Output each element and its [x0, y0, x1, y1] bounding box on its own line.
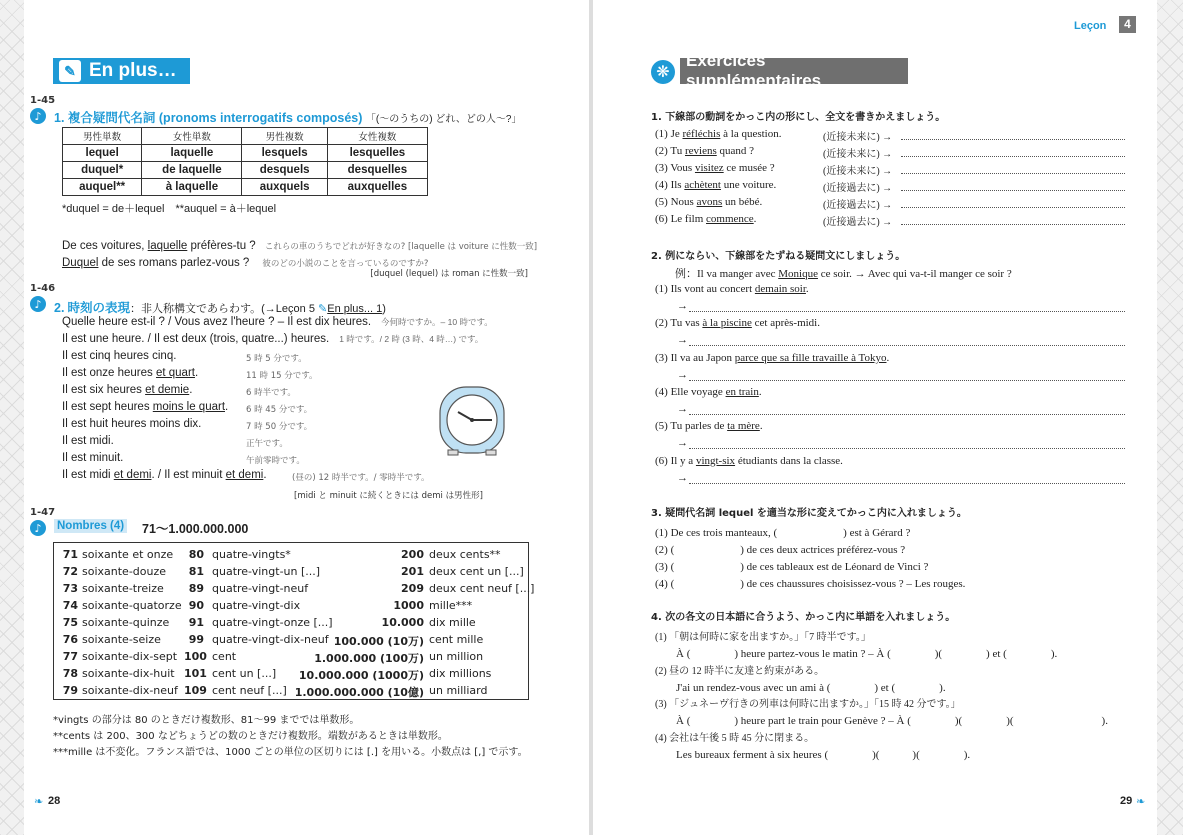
- item-text: étudiants dans la classe.: [735, 454, 843, 467]
- time-example: [62, 435, 114, 447]
- item-underlined: reviens: [684, 145, 717, 157]
- item-number: (5): [655, 420, 671, 433]
- exercise-item: (2) ( ) de ces deux actrices préférez-vous ?: [655, 544, 906, 556]
- answer-line: [689, 371, 1125, 381]
- item-text: Nous: [670, 196, 697, 208]
- table-row: [63, 162, 428, 179]
- time-example: [62, 333, 483, 345]
- item-underlined: commence: [706, 213, 754, 225]
- table-cell: auxquels: [242, 179, 327, 196]
- time-french: Il est onze heures: [62, 367, 156, 379]
- item-number: (3): [655, 351, 671, 364]
- time-french: Quelle heure est-il ? / Vous avez l'heure ? – Il est dix heures.: [62, 316, 372, 328]
- time-japanese: 6 時半です。: [246, 388, 296, 398]
- table-cell: 女性単数: [142, 128, 242, 145]
- numbers-note: **cents は 200、300 などちょうどの数のときだけ複数形。端数があるときは単数形。: [53, 731, 448, 742]
- item-text: .: [805, 283, 809, 295]
- item-text: Tu: [670, 145, 685, 157]
- number-word: soixante-dix-huit: [82, 667, 175, 680]
- item-underlined: réfléchis: [682, 128, 721, 140]
- table-cell: 女性複数: [327, 128, 427, 145]
- example-underlined: Monique: [778, 268, 818, 280]
- item-number: (4): [655, 385, 671, 398]
- audio-track-label: 1-46: [30, 283, 56, 294]
- table-cell: laquelle: [142, 145, 242, 162]
- section-heading: 時刻の表現: [67, 301, 131, 315]
- item-text: Vous: [670, 162, 695, 174]
- table-cell: auquel**: [63, 179, 142, 196]
- item-number: (4): [655, 179, 671, 191]
- number-value: 81: [188, 565, 204, 578]
- interrogative-pronoun-table: [62, 127, 428, 196]
- number-value: 80: [188, 548, 204, 561]
- answer-arrow: →: [677, 471, 688, 484]
- time-underlined: et demi: [113, 469, 152, 481]
- time-underlined: et quart: [155, 367, 195, 379]
- number-word: soixante-dix-sept: [82, 650, 178, 663]
- number-word: soixante-seize: [82, 633, 161, 646]
- number-word: cent mille: [429, 633, 484, 646]
- number-value: 90: [188, 599, 204, 612]
- number-word: quatre-vingt-neuf: [212, 582, 309, 595]
- time-example: [62, 367, 198, 379]
- time-french: .: [194, 367, 199, 379]
- exercise-instruction: 3. 疑問代名詞 lequel を適当な形に変えてかっこ内に入れましょう。: [651, 508, 967, 519]
- number-value: 10.000: [381, 616, 424, 629]
- time-japanese: 7 時 50 分です。: [246, 422, 313, 432]
- answer-line: [689, 405, 1125, 415]
- number-value: 78: [62, 667, 78, 680]
- tense-instruction: (近接未来に) →: [823, 149, 893, 160]
- exercise-japanese: (2) 昼の 12 時半に友達と約束がある。: [655, 665, 825, 677]
- time-example: [62, 469, 267, 481]
- time-french: Il est cinq heures cinq.: [62, 350, 177, 362]
- exercise-french: À ( ) heure part le train pour Genève ? – À ( )( )( ).: [676, 715, 1108, 727]
- number-word: mille***: [429, 599, 473, 612]
- table-cell: 男性単数: [63, 128, 142, 145]
- number-word: quatre-vingt-dix: [212, 599, 301, 612]
- answer-line: [901, 198, 1125, 208]
- exercise-item: [655, 196, 762, 208]
- item-underlined: demain soir: [754, 283, 806, 295]
- tense-instruction: (近接過去に) →: [823, 217, 893, 228]
- item-number: (6): [655, 454, 671, 467]
- item-underlined: en train: [725, 385, 759, 398]
- lesson-number-badge: 4: [1119, 16, 1136, 33]
- tense-instruction: (近接過去に) →: [823, 200, 893, 211]
- table-cell: auxquelles: [327, 179, 427, 196]
- time-example: [62, 401, 228, 413]
- table-cell: de laquelle: [142, 162, 242, 179]
- time-japanese: 今何時ですか。– 10 時です。: [381, 317, 493, 327]
- number-word: quatre-vingt-un [...]: [212, 565, 321, 578]
- time-french: .: [225, 401, 229, 413]
- number-value: 71: [62, 548, 78, 561]
- section-number: 1.: [54, 111, 65, 125]
- exercise-french: Les bureaux ferment à six heures ( )( )( ).: [676, 748, 971, 761]
- number-value: 74: [62, 599, 78, 612]
- number-value: 109: [184, 684, 207, 697]
- item-text: .: [886, 351, 890, 364]
- time-example: [62, 418, 201, 430]
- item-text: Elle voyage: [670, 385, 726, 398]
- audio-cd-icon[interactable]: ♪: [30, 520, 46, 536]
- number-word: soixante-quinze: [82, 616, 170, 629]
- number-value: 100.000 (10万): [333, 635, 424, 648]
- table-cell: 男性複数: [242, 128, 327, 145]
- table-cell: desquels: [242, 162, 327, 179]
- time-japanese: 5 時 5 分です。: [246, 354, 307, 364]
- table-header-row: [63, 128, 428, 145]
- time-japanese: 正午です。: [246, 439, 288, 449]
- number-value: 1.000.000 (100万): [314, 652, 424, 665]
- number-value: 99: [188, 633, 204, 646]
- audio-cd-icon[interactable]: ♪: [30, 108, 46, 124]
- time-underlined: moins le quart: [152, 401, 226, 413]
- time-example: [62, 316, 493, 328]
- item-number: (1): [655, 283, 671, 295]
- example-line: [675, 265, 1012, 281]
- time-french: Il est six heures: [62, 384, 146, 396]
- section-title: En plus…: [89, 60, 177, 81]
- time-french: Il est midi.: [62, 435, 114, 447]
- example-text: 例：Il va manger avec: [675, 268, 779, 280]
- item-underlined: parce que sa fille travaille à Tokyo: [734, 351, 887, 364]
- time-example: [62, 350, 176, 362]
- number-word: cent: [212, 650, 237, 663]
- number-word: soixante-treize: [82, 582, 164, 595]
- exercise-item: [655, 386, 762, 398]
- number-value: 1.000.000.000 (10億): [294, 686, 424, 699]
- time-japanese: (昼の) 12 時半です。/ 零時半です。: [292, 473, 430, 483]
- number-value: 79: [62, 684, 78, 697]
- answer-line: [901, 164, 1125, 174]
- number-value: 76: [62, 633, 78, 646]
- lesson-label: Leçon: [1074, 20, 1107, 32]
- item-text: Ils: [670, 179, 685, 191]
- time-french: Il est une heure. / Il est deux (trois, quatre...) heures.: [62, 333, 330, 345]
- audio-track-label: 1-47: [30, 507, 56, 518]
- time-japanese: 1 時です。/ 2 時 (3 時、4 時…) です。: [339, 334, 484, 344]
- page-number: 29: [1120, 795, 1133, 807]
- time-french: Il est sept heures: [62, 401, 153, 413]
- left-margin-pattern: [0, 0, 24, 835]
- exercise-japanese: (4) 会社は午後 5 時 45 分に閉まる。: [655, 732, 815, 744]
- time-french: Il est huit heures moins dix.: [62, 418, 202, 430]
- number-word: soixante et onze: [82, 548, 174, 561]
- exercise-item: (3) ( ) de ces tableaux est de Léonard de Vinci ?: [655, 561, 929, 573]
- table-row: [63, 145, 428, 162]
- time-french: Il est minuit.: [62, 452, 124, 464]
- table-cell: desquelles: [327, 162, 427, 179]
- tense-instruction: (近接過去に) →: [823, 183, 893, 194]
- time-french: . / Il est minuit: [151, 469, 226, 481]
- number-value: 101: [184, 667, 207, 680]
- time-french: .: [263, 469, 267, 481]
- exercise-item: [655, 317, 820, 329]
- item-text: à la question.: [720, 128, 782, 140]
- time-japanese: 6 時 45 分です。: [246, 405, 313, 415]
- item-underlined: visitez: [694, 162, 724, 174]
- exercise-french: J'ai un rendez-vous avec un ami à ( ) et ( ).: [676, 681, 946, 694]
- item-underlined: ta mère: [727, 420, 760, 433]
- section-desc: ：非人称構文であらわす。(→Leçon 5: [130, 303, 315, 315]
- answer-arrow: →: [677, 334, 688, 347]
- number-word: quatre-vingt-dix-neuf: [212, 633, 329, 646]
- clock-illustration: [436, 382, 508, 458]
- exercise-japanese: (1) 「朝は何時に家を出ますか。」「7 時半です。」: [655, 632, 871, 643]
- number-word: un million: [429, 650, 484, 663]
- exercise-item: [655, 128, 781, 140]
- numbers-note: ***mille は不変化。フランス語では、1000 ごとの単位の区切りには [.] を用いる。小数点は [,] で示す。: [53, 747, 528, 758]
- number-value: 209: [401, 582, 424, 595]
- audio-track-label: 1-45: [30, 95, 56, 106]
- page-ornament-icon: ❧: [1136, 795, 1146, 808]
- number-word: dix mille: [429, 616, 476, 629]
- item-text: un bébé.: [722, 196, 763, 208]
- exercise-item: [655, 145, 754, 157]
- item-number: (1): [655, 128, 671, 140]
- exercise-item: [655, 352, 889, 364]
- number-value: 72: [62, 565, 78, 578]
- exercise-instruction: 1. 下線部の動詞をかっこ内の形にし、全文を書きかえましょう。: [651, 112, 946, 123]
- answer-line: [901, 147, 1125, 157]
- item-text: une voiture.: [720, 179, 777, 191]
- number-value: 73: [62, 582, 78, 595]
- table-cell: lesquels: [242, 145, 327, 162]
- time-japanese: 11 時 15 分です。: [246, 371, 318, 381]
- number-value: 100: [184, 650, 207, 663]
- item-text: Le film: [670, 213, 707, 225]
- left-page: ✎ En plus… 1-45 ♪ 1. 複合疑問代名詞 (pronoms interrogatifs composés) 「(～のうちの) どれ、どの人～?」 男性単数 女性単数 男性複数 女性複数 lequel laquelle lesquels lesquelles duquel* de laquelle desquels desquelles auquel** à laquelle auxquels auxquelles *duquel = de＋lequel **auquel = à＋lequel De ces voitures, laquelle préfères-tu ? これらの車のうちでどれが好きなの? [laquelle は voiture に性数一致] Duquel de ses romans parlez-vous ? 彼のどの小説のことを言っているのですか? [duquel (lequel) は roman に性数一致] 1-46 ♪ 2. 時刻の表現：非人称構文であらわす。(→Leçon 5 ✎En plus... 1) [midi と minuit に続くときには demi は男性形] 1-47 ♪ Nombres (4) 71～1.000.000.000 ❧ 28 Quelle heure est-il ? / Vous avez l'heure ? – Il est dix heures. 今何時ですか。– 10 時です。 Il est une heure. / Il est deux (trois, quatre...) heures. 1 時です。/ 2 時 (3 時、4 時…) です。 Il est cinq heures cinq. 5 時 5 分です。 Il est onze heures et quart. 11 時 15 分です。 Il est six heures et demie. 6 時半です。 Il est sept heures moins le quart. 6 時 45 分です。 Il est huit heures moins dix. 7 時 50 分です。 Il est midi. 正午です。 Il est minuit. 午前零時です。 Il est midi et demi. / Il est minuit et demi. (昼の) 12 時半です。/ 零時半です。 71 soixante et onze 72 soixante-douze 73 soixante-treize 74 soixante-quatorze 75 soixante-quinze 76 soixante-seize 77 soixante-dix-sept 78 soixante-dix-huit 79 soixante-dix-neuf 80 quatre-vingts* 81 quatre-vingt-un [...] 89 quatre-vingt-neuf 90 quatre-vingt-dix 91 quatre-vingt-onze [...] 99 quatre-vingt-dix-neuf 100 cent 101 cent un [...] 109 cent neuf [...] 200 deux cents** 201 deux cent un [...] 209 deux cent neuf [...] 1000 mille*** 10.000 dix mille 100.000 (10万) cent mille 1.000.000 (100万) un million 10.000.000 (1000万) dix millions 1.000.000.000 (10億) un milliard *vingts の部分は 80 のときだけ複数形、81～99 まででは単数形。 **cents は 200、300 などちょうどの数のときだけ複数形。端数があるときは単数形。 ***mille は不変化。フランス語では、1000 ごとの単位の区切りには [.] を用いる。小数点は [,] で示す。: [24, 0, 589, 835]
- section-heading: 複合疑問代名詞 (pronoms interrogatifs composés): [67, 111, 363, 125]
- section-number: 2.: [54, 301, 65, 315]
- contraction-note: *duquel = de＋lequel **auquel = à＋lequel: [62, 203, 277, 215]
- number-value: 10.000.000 (1000万): [298, 669, 424, 682]
- numbers-range: 71～1.000.000.000: [142, 522, 249, 536]
- right-page: [593, 0, 1157, 835]
- exercise-japanese: (3) 「ジュネーヴ行きの列車は何時に出ますか。」「15 時 42 分です。」: [655, 699, 961, 710]
- example-1: De ces voitures, laquelle préfères-tu ? これらの車のうちでどれが好きなの? [laquelle は voiture に性数一致]: [62, 240, 538, 252]
- audio-cd-icon[interactable]: ♪: [30, 296, 46, 312]
- number-word: deux cents**: [429, 548, 501, 561]
- number-word: quatre-vingts*: [212, 548, 291, 561]
- answer-line: [689, 439, 1125, 449]
- number-value: 201: [401, 565, 424, 578]
- time-japanese: 午前零時です。: [246, 456, 305, 466]
- cross-reference-link[interactable]: En plus... 1: [327, 303, 383, 315]
- example-2: Duquel de ses romans parlez-vous ? 彼のどの小説のことを言っているのですか?: [62, 257, 429, 269]
- number-value: 200: [401, 548, 424, 561]
- exercise-item: [655, 283, 809, 295]
- item-number: (5): [655, 196, 671, 208]
- answer-line: [901, 130, 1125, 140]
- answer-line: [689, 302, 1125, 312]
- example-2-note: [duquel (lequel) は roman に性数一致]: [370, 269, 528, 279]
- number-value: 75: [62, 616, 78, 629]
- table-cell: lesquelles: [327, 145, 427, 162]
- item-number: (6): [655, 213, 671, 225]
- snowflake-ornament-icon: ❋: [651, 60, 675, 84]
- answer-line: [901, 181, 1125, 191]
- exercise-item: (4) ( ) de ces chaussures choisissez-vous ? – Les rouges.: [655, 578, 966, 590]
- answer-arrow: →: [677, 300, 688, 312]
- item-number: (3): [655, 162, 671, 174]
- exercises-header: Exercices supplémentaires: [680, 58, 908, 84]
- number-word: deux cent neuf [...]: [429, 582, 535, 595]
- exercise-french: À ( ) heure partez-vous le matin ? – À ( )( ) et ( ).: [676, 648, 1058, 660]
- midi-minuit-note: [midi と minuit に続くときには demi は男性形]: [294, 491, 483, 501]
- item-underlined: achètent: [684, 179, 721, 191]
- numbers-label: Nombres (4): [54, 519, 127, 533]
- item-text: cet après-midi.: [751, 317, 820, 330]
- exercise-instruction: 4. 次の各文の日本語に合うよう、かっこ内に単語を入れましょう。: [651, 612, 956, 623]
- table-cell: duquel*: [63, 162, 142, 179]
- exercise-item: [655, 420, 763, 432]
- right-margin-pattern: [1157, 0, 1183, 835]
- exercise-item: [655, 162, 775, 174]
- number-word: soixante-dix-neuf: [82, 684, 178, 697]
- answer-arrow: →: [677, 368, 688, 381]
- item-number: (2): [655, 317, 671, 330]
- number-word: deux cent un [...]: [429, 565, 524, 578]
- section-meaning: 「(～のうちの) どれ、どの人～?」: [365, 114, 522, 125]
- item-underlined: avons: [696, 196, 723, 208]
- time-underlined: et demi: [225, 469, 264, 481]
- number-value: 89: [188, 582, 204, 595]
- item-underlined: vingt-six: [695, 454, 736, 467]
- item-text: Tu vas: [670, 317, 703, 330]
- number-word: quatre-vingt-onze [...]: [212, 616, 333, 629]
- number-word: soixante-douze: [82, 565, 167, 578]
- en-plus-header: [53, 58, 190, 84]
- number-word: cent un [...]: [212, 667, 277, 680]
- page-ornament-icon: ❧: [34, 795, 44, 808]
- item-text: ce musée ?: [723, 162, 775, 174]
- item-text: Ils vont au concert: [670, 283, 755, 295]
- answer-arrow: →: [677, 402, 688, 415]
- table-cell: à laquelle: [142, 179, 242, 196]
- item-text: Tu parles de: [670, 420, 728, 433]
- time-example: [62, 384, 192, 396]
- item-text: Il va au Japon: [670, 351, 735, 364]
- table-cell: lequel: [63, 145, 142, 162]
- pencil-icon: ✎: [318, 303, 328, 315]
- example-text: ce soir. → Avec qui va-t-il manger ce soir ?: [817, 268, 1012, 280]
- answer-line: [689, 474, 1125, 484]
- number-value: 91: [188, 616, 204, 629]
- time-example: [62, 452, 123, 464]
- item-text: .: [753, 213, 757, 225]
- time-underlined: et demie: [145, 384, 190, 396]
- number-word: cent neuf [...]: [212, 684, 287, 697]
- answer-arrow: →: [677, 437, 688, 450]
- numbers-note: *vingts の部分は 80 のときだけ複数形、81～99 まででは単数形。: [53, 715, 360, 726]
- exercise-item: [655, 213, 756, 225]
- time-french: Il est midi: [62, 469, 114, 481]
- item-text: Il y a: [670, 454, 696, 467]
- time-french: .: [189, 384, 193, 396]
- item-text: Je: [670, 128, 683, 140]
- exercise-item: [655, 455, 843, 467]
- number-word: dix millions: [429, 667, 492, 680]
- pencil-icon: ✎: [59, 60, 81, 82]
- exercise-item: (1) De ces trois manteaux, ( ) est à Gérard ?: [655, 527, 911, 539]
- item-number: (2): [655, 145, 671, 157]
- number-value: 1000: [393, 599, 424, 612]
- item-text: .: [758, 385, 762, 398]
- exercise-instruction: 2. 例にならい、下線部をたずねる疑問文にしましょう。: [651, 251, 906, 262]
- answer-line: [901, 215, 1125, 225]
- item-text: .: [759, 420, 763, 433]
- tense-instruction: (近接未来に) →: [823, 132, 893, 143]
- answer-line: [689, 336, 1125, 346]
- item-underlined: à la piscine: [702, 317, 752, 330]
- page-number: 28: [48, 795, 61, 807]
- number-value: 77: [62, 650, 78, 663]
- exercise-item: [655, 179, 776, 191]
- item-text: quand ?: [716, 145, 755, 157]
- number-word: soixante-quatorze: [82, 599, 182, 612]
- table-row: [63, 179, 428, 196]
- tense-instruction: (近接未来に) →: [823, 166, 893, 177]
- number-word: un milliard: [429, 684, 488, 697]
